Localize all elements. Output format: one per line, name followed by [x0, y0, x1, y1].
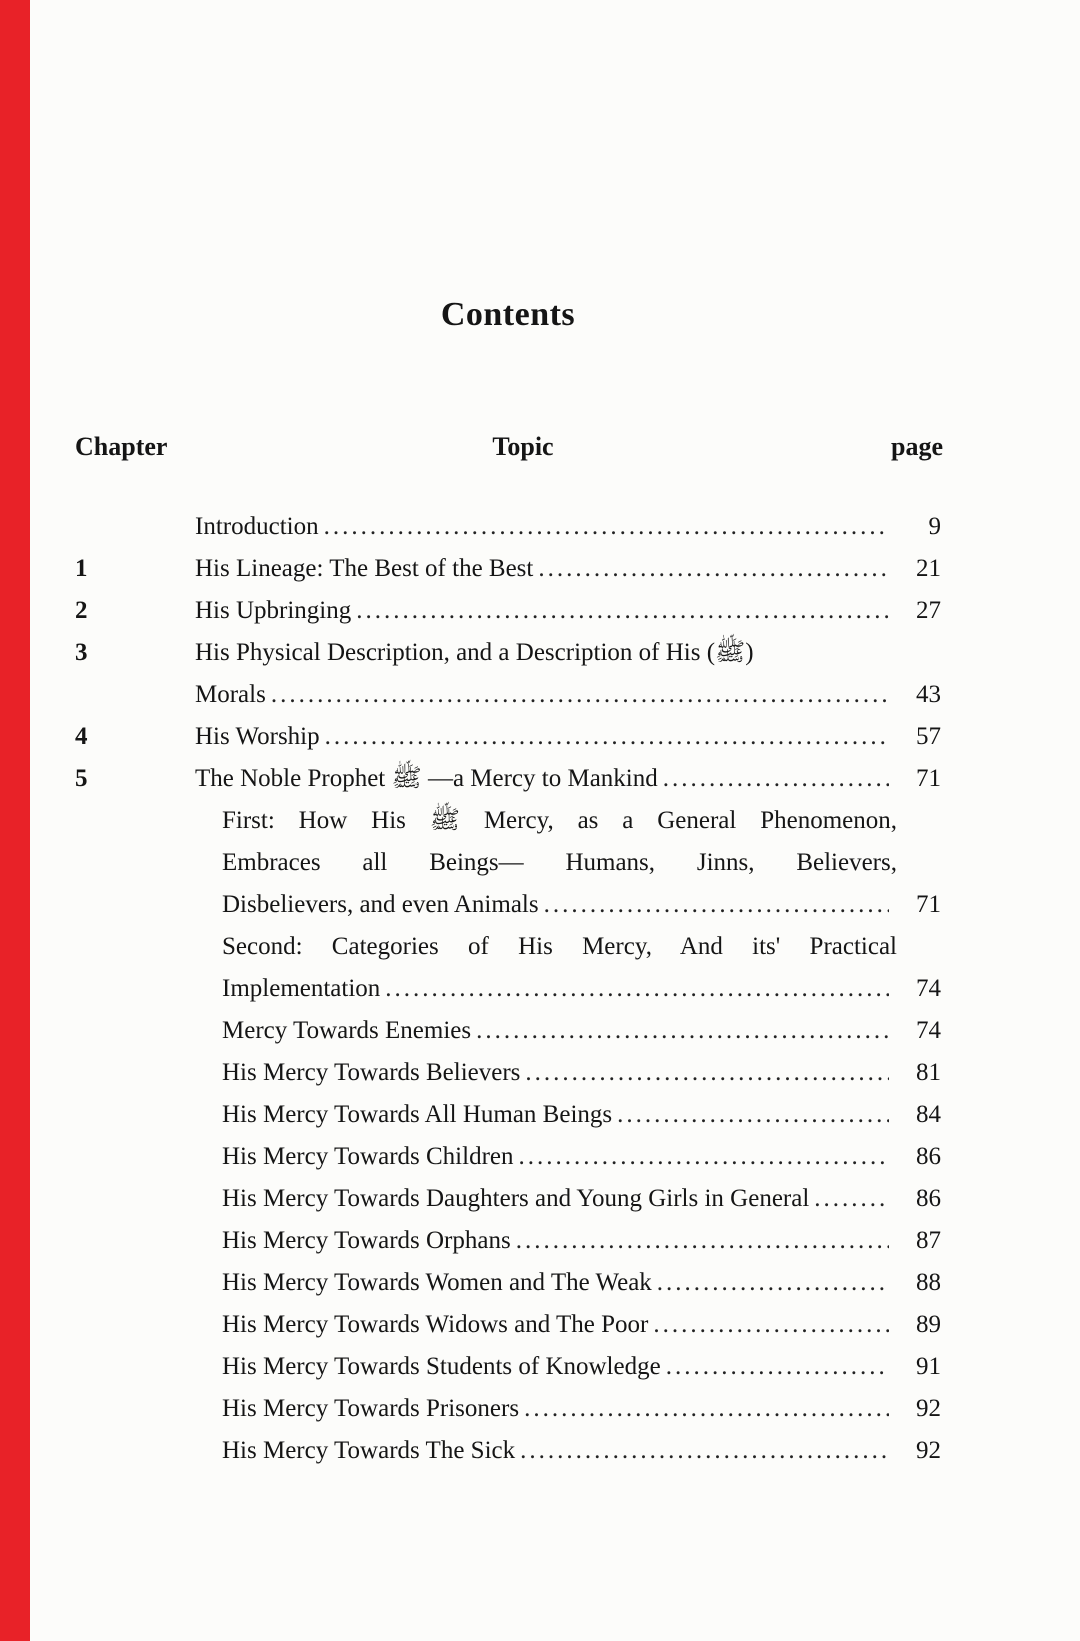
chapter-number: [75, 1304, 195, 1346]
toc-entry-content: [195, 1094, 941, 1136]
page-number: 84: [916, 1101, 941, 1128]
toc-entry-content: [195, 590, 941, 632]
toc-entry: [75, 1052, 941, 1094]
toc-entry-content: [195, 1430, 941, 1472]
dotted-leader: [525, 1052, 889, 1094]
toc-entry-content: [195, 716, 941, 758]
toc-entry-content: [195, 1178, 941, 1220]
toc-entry-last-line: [195, 716, 941, 758]
toc-entry-line: Second: Categories of His Mercy, And its' Practical: [222, 933, 897, 960]
toc-entry-content: [195, 1220, 941, 1262]
toc-entry: [75, 590, 941, 632]
toc-entry-title: His Mercy Towards Widows and The Poor: [222, 1311, 649, 1338]
chapter-number: [75, 1178, 195, 1220]
page-number: 57: [916, 723, 941, 750]
chapter-number: [75, 506, 195, 548]
dotted-leader: [271, 674, 889, 716]
toc-entry-content: [195, 1010, 941, 1052]
page-column-header: page: [891, 432, 943, 461]
page-number: 27: [916, 597, 941, 624]
chapter-column-header: Chapter: [75, 432, 168, 461]
toc-entry-last-line: [222, 1094, 941, 1136]
page-number: 89: [916, 1311, 941, 1338]
chapter-number: 3: [75, 639, 88, 666]
toc-entry-line: First: How His ﷺ Mercy, as a General Phenomenon,: [222, 807, 897, 834]
toc-entry: [75, 800, 941, 926]
page-edge-red-stripe: [0, 0, 30, 1641]
toc-entry-title: His Mercy Towards Believers: [222, 1059, 521, 1086]
chapter-number: [75, 1136, 195, 1178]
toc-entry-line: Embraces all Beings— Humans, Jinns, Believers,: [222, 849, 897, 876]
chapter-number: 2: [75, 597, 88, 624]
topic-column-header: Topic: [492, 432, 554, 461]
toc-entry: [75, 1136, 941, 1178]
page-number: 88: [916, 1269, 941, 1296]
toc-entry-content: [195, 1052, 941, 1094]
dotted-leader: [516, 1220, 889, 1262]
page-number: 81: [916, 1059, 941, 1086]
chapter-number: [75, 1220, 195, 1262]
toc-entry-title: His Mercy Towards Prisoners: [222, 1395, 520, 1422]
toc-entry-content: [195, 1262, 941, 1304]
chapter-number: [75, 1388, 195, 1430]
chapter-number: [75, 1010, 195, 1052]
toc-entry-last-line: [195, 548, 941, 590]
page-number: 86: [916, 1185, 941, 1212]
toc-entry-title: His Mercy Towards Children: [222, 1143, 514, 1170]
chapter-number: 1: [75, 555, 88, 582]
page-number: 43: [916, 681, 941, 708]
toc-entry-content: [195, 758, 941, 800]
dotted-leader: [666, 1346, 889, 1388]
dotted-leader: [663, 758, 889, 800]
toc-entry-last-line: [222, 1010, 941, 1052]
toc-entry-title: His Worship: [195, 723, 320, 750]
dotted-leader: [524, 1388, 889, 1430]
dotted-leader: [653, 1304, 889, 1346]
toc-column-headers: [75, 429, 941, 464]
toc-entry-title: His Mercy Towards The Sick: [222, 1437, 516, 1464]
chapter-number: [75, 1346, 195, 1388]
toc-entry: [75, 1220, 941, 1262]
page-number: 71: [916, 891, 941, 918]
toc-entry-title: His Mercy Towards Daughters and Young Girls in General: [222, 1185, 810, 1212]
dotted-leader: [519, 1136, 890, 1178]
page-number: 71: [916, 765, 941, 792]
chapter-number: [75, 800, 195, 926]
page-number: 86: [916, 1143, 941, 1170]
toc-entry-title: His Lineage: The Best of the Best: [195, 555, 534, 582]
page-number: 74: [916, 975, 941, 1002]
toc-entry-title: Mercy Towards Enemies: [222, 1017, 472, 1044]
chapter-number: [75, 1430, 195, 1472]
toc-entry: [75, 1262, 941, 1304]
page-title: Contents: [440, 296, 576, 333]
dotted-leader: [657, 1262, 889, 1304]
toc-entry-last-line: [222, 1430, 941, 1472]
toc-entry-last-line: [195, 758, 941, 800]
toc-entry-last-line: [222, 1304, 941, 1346]
toc-entry-last-line: [195, 506, 941, 548]
toc-entry-content: [195, 1136, 941, 1178]
toc-entry-last-line: [222, 1136, 941, 1178]
toc-page: [75, 0, 941, 1472]
dotted-leader: [325, 716, 889, 758]
dotted-leader: [324, 506, 889, 548]
toc-entry: [75, 716, 941, 758]
toc-entry-last-line: [222, 884, 941, 926]
chapter-number: [75, 926, 195, 1010]
chapter-number: [75, 1052, 195, 1094]
toc-entry-last-line: [195, 674, 941, 716]
page-number: 91: [916, 1353, 941, 1380]
dotted-leader: [538, 548, 889, 590]
toc-entry: [75, 548, 941, 590]
toc-entry-title: His Mercy Towards Orphans: [222, 1227, 511, 1254]
toc-entry-last-line: [195, 590, 941, 632]
dotted-leader: [617, 1094, 889, 1136]
toc-entry-title: Disbelievers, and even Animals: [222, 891, 539, 918]
toc-entry: [75, 1094, 941, 1136]
toc-entry-last-line: [222, 1178, 941, 1220]
dotted-leader: [520, 1430, 889, 1472]
dotted-leader: [385, 968, 889, 1010]
dotted-leader: [814, 1178, 889, 1220]
toc-entry-last-line: [222, 1388, 941, 1430]
page-number: 74: [916, 1017, 941, 1044]
toc-entry-title: Morals: [195, 681, 266, 708]
toc-entry-content: [195, 632, 941, 716]
toc-entry-title: Implementation: [222, 975, 381, 1002]
toc-entry: [75, 1430, 941, 1472]
toc-entry-line: His Physical Description, and a Description of His (ﷺ): [195, 639, 754, 666]
toc-entry-content: [195, 1388, 941, 1430]
toc-entry-last-line: [222, 1262, 941, 1304]
toc-entry-title: His Mercy Towards Students of Knowledge: [222, 1353, 661, 1380]
toc-list: [75, 506, 941, 1472]
toc-entry-title: The Noble Prophet ﷺ —a Mercy to Mankind: [195, 765, 658, 792]
toc-entry: [75, 1304, 941, 1346]
toc-entry: [75, 632, 941, 716]
toc-entry-title: Introduction: [195, 513, 319, 540]
toc-entry-last-line: [222, 1220, 941, 1262]
toc-entry: [75, 1346, 941, 1388]
toc-entry-title: His Mercy Towards All Human Beings: [222, 1101, 613, 1128]
page-number: 87: [916, 1227, 941, 1254]
toc-entry-title: His Upbringing: [195, 597, 352, 624]
chapter-number: 5: [75, 765, 88, 792]
toc-entry-content: [195, 548, 941, 590]
toc-entry-content: [195, 1346, 941, 1388]
toc-entry-content: [195, 506, 941, 548]
toc-entry-content: [195, 1304, 941, 1346]
dotted-leader: [476, 1010, 889, 1052]
dotted-leader: [356, 590, 889, 632]
page-number: 9: [928, 513, 941, 540]
toc-entry-content: [195, 926, 941, 1010]
toc-entry-title: His Mercy Towards Women and The Weak: [222, 1269, 652, 1296]
toc-entry-last-line: [222, 968, 941, 1010]
toc-entry: [75, 926, 941, 1010]
page-number: 21: [916, 555, 941, 582]
page-number: 92: [916, 1437, 941, 1464]
chapter-number: [75, 1094, 195, 1136]
toc-entry-last-line: [222, 1052, 941, 1094]
toc-entry: [75, 1010, 941, 1052]
toc-entry: [75, 1388, 941, 1430]
dotted-leader: [544, 884, 889, 926]
chapter-number: 4: [75, 723, 88, 750]
toc-entry: [75, 758, 941, 800]
toc-entry: [75, 1178, 941, 1220]
chapter-number: [75, 1262, 195, 1304]
page-number: 92: [916, 1395, 941, 1422]
toc-entry-content: [195, 800, 941, 926]
toc-entry: [75, 506, 941, 548]
toc-entry-last-line: [222, 1346, 941, 1388]
